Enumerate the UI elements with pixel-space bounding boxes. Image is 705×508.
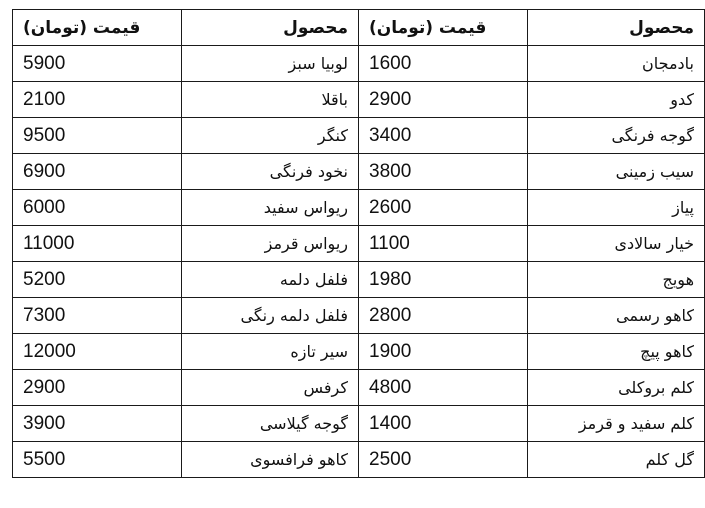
table-row: [13, 334, 705, 370]
price-cell: 2500: [359, 442, 528, 478]
price-cell: 11000: [13, 226, 182, 262]
product-name-cell: گوجه گیلاسی: [182, 406, 359, 442]
table-row: [13, 190, 705, 226]
product-name-cell: کلم سفید و قرمز: [528, 406, 705, 442]
product-name-cell: کدو: [528, 82, 705, 118]
price-cell: 2100: [13, 82, 182, 118]
table-header-row: [13, 10, 705, 46]
product-name-cell: سیر تازه: [182, 334, 359, 370]
price-cell: 1980: [359, 262, 528, 298]
price-cell: 2900: [359, 82, 528, 118]
price-cell: 7300: [13, 298, 182, 334]
header-price-left: قیمت (تومان): [13, 10, 182, 46]
table-row: [13, 442, 705, 478]
price-cell: 3900: [13, 406, 182, 442]
product-name-cell: ریواس سفید: [182, 190, 359, 226]
price-cell: 1400: [359, 406, 528, 442]
product-name-cell: کنگر: [182, 118, 359, 154]
vegetable-price-table: [12, 9, 705, 478]
product-name-cell: کاهو فرافسوی: [182, 442, 359, 478]
product-name-cell: پیاز: [528, 190, 705, 226]
table-row: [13, 406, 705, 442]
product-name-cell: فلفل دلمه رنگی: [182, 298, 359, 334]
price-cell: 4800: [359, 370, 528, 406]
header-product-right: محصول: [528, 10, 705, 46]
table-body: [13, 46, 705, 478]
price-cell: 2900: [13, 370, 182, 406]
product-name-cell: بادمجان: [528, 46, 705, 82]
price-cell: 9500: [13, 118, 182, 154]
product-name-cell: کاهو رسمی: [528, 298, 705, 334]
price-cell: 6000: [13, 190, 182, 226]
price-cell: 5900: [13, 46, 182, 82]
price-cell: 2800: [359, 298, 528, 334]
price-cell: 1900: [359, 334, 528, 370]
price-cell: 12000: [13, 334, 182, 370]
product-name-cell: گل کلم: [528, 442, 705, 478]
product-name-cell: ریواس قرمز: [182, 226, 359, 262]
price-cell: 2600: [359, 190, 528, 226]
product-name-cell: سیب زمینی: [528, 154, 705, 190]
product-name-cell: کاهو پیچ: [528, 334, 705, 370]
product-name-cell: باقلا: [182, 82, 359, 118]
header-price-right: قیمت (تومان): [359, 10, 528, 46]
price-cell: 3800: [359, 154, 528, 190]
price-cell: 3400: [359, 118, 528, 154]
product-name-cell: نخود فرنگی: [182, 154, 359, 190]
product-name-cell: کرفس: [182, 370, 359, 406]
price-cell: 1100: [359, 226, 528, 262]
table-row: [13, 46, 705, 82]
price-cell: 6900: [13, 154, 182, 190]
table-row: [13, 262, 705, 298]
product-name-cell: لوبیا سبز: [182, 46, 359, 82]
price-cell: 1600: [359, 46, 528, 82]
table-row: [13, 370, 705, 406]
table-row: [13, 118, 705, 154]
product-name-cell: گوجه فرنگی: [528, 118, 705, 154]
price-cell: 5200: [13, 262, 182, 298]
table-row: [13, 226, 705, 262]
table-row: [13, 298, 705, 334]
product-name-cell: فلفل دلمه: [182, 262, 359, 298]
table-row: [13, 82, 705, 118]
product-name-cell: هویج: [528, 262, 705, 298]
product-name-cell: خیار سالادی: [528, 226, 705, 262]
price-cell: 5500: [13, 442, 182, 478]
product-name-cell: کلم بروکلی: [528, 370, 705, 406]
header-product-left: محصول: [182, 10, 359, 46]
table-row: [13, 154, 705, 190]
